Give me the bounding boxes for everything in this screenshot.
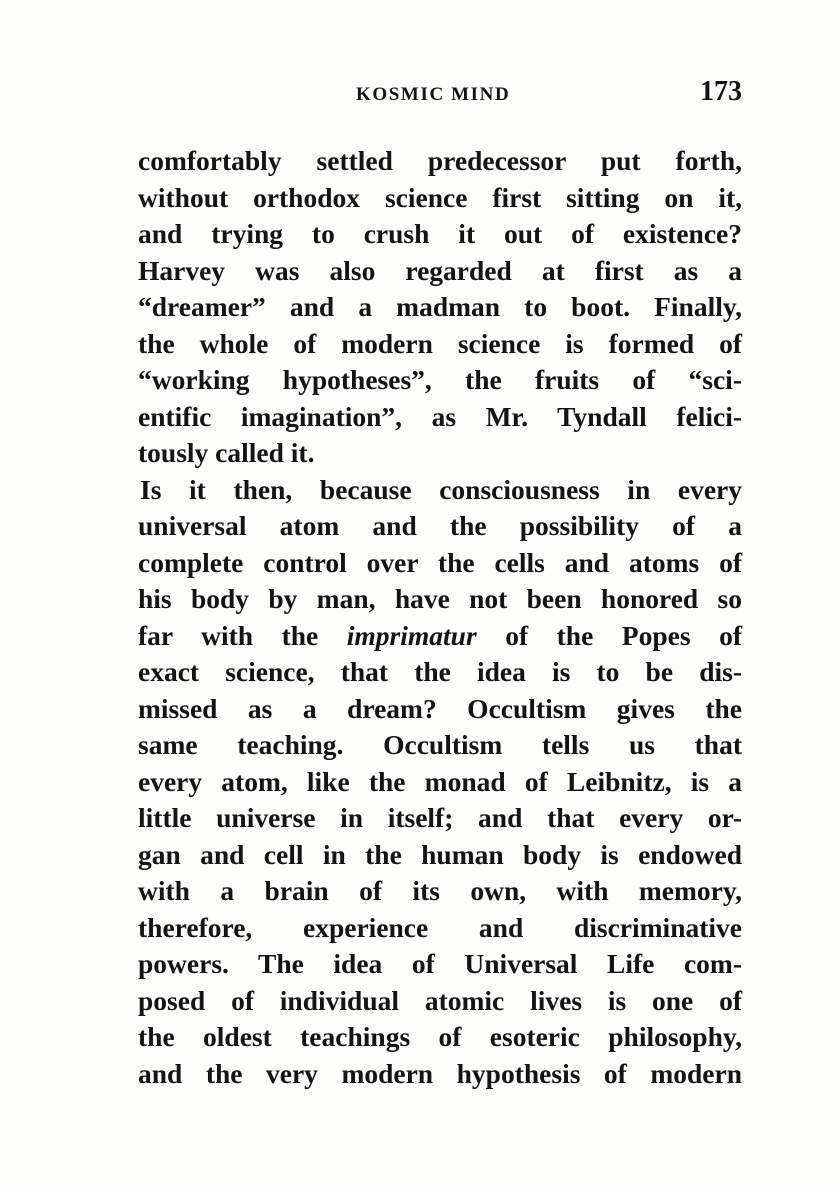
text-fragment: of the Popes of [476,619,742,651]
text-line: “dreamer” and a madman to boot. Finally, [138,291,742,322]
italic-term: imprimatur [346,619,477,651]
text-line: entific imagination”, as Mr. Tyndall felici- [138,400,742,432]
text-line: missed as a dream? Occultism gives the [138,692,742,724]
text-fragment: far with the [138,619,347,651]
running-header [138,74,742,114]
running-head-title: KOSMIC MIND [356,84,511,105]
text-line: therefore, experience and discriminative [138,911,742,943]
text-line: little universe in itself; and that every or- [138,802,742,833]
text-line-with-italic [138,618,742,655]
text-line: and trying to crush it out of existence? [138,218,742,249]
text-line: Harvey was also regarded at first as a [138,254,742,286]
text-line: posed of individual atomic lives is one of [138,984,742,1016]
text-line: powers. The idea of Universal Life com- [138,948,742,979]
text-line: exact science, that the idea is to be dis- [138,656,742,687]
text-line: comfortably settled predecessor put forth, [138,145,742,176]
text-line: every atom, like the monad of Leibnitz, is a [138,765,742,797]
text-line: the oldest teachings of esoteric philosophy, [138,1021,742,1052]
text-line: same teaching. Occultism tells us that [138,729,742,760]
text-line: the whole of modern science is formed of [138,327,742,359]
text-line: “working hypotheses”, the fruits of “sci- [138,364,742,395]
text-line: with a brain of its own, with memory, [138,875,742,906]
text-line: and the very modern hypothesis of modern [138,1057,742,1089]
text-line: universal atom and the possibility of a [138,510,742,541]
text-line: without orthodox science first sitting on it, [138,181,742,213]
text-line: complete control over the cells and atoms of [138,546,742,578]
paragraph-start-line: Is it then, because consciousness in every [140,473,742,505]
text-line: his body by man, have not been honored so [138,583,742,614]
paragraph-end-line: tously called it. [138,437,315,468]
body-text [138,143,742,1092]
page-number: 173 [700,76,742,107]
text-line: gan and cell in the human body is endowed [138,838,742,870]
